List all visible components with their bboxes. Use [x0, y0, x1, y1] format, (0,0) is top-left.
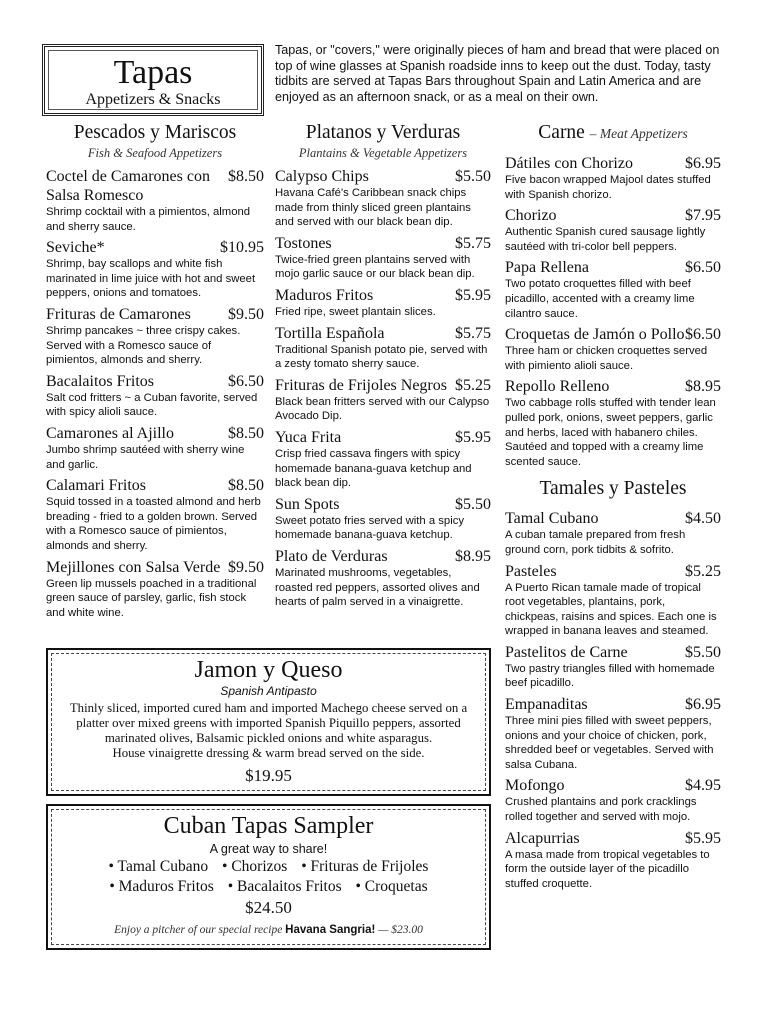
menu-title: Tapas [113, 54, 193, 91]
menu-item-header [505, 562, 721, 581]
menu-item-name: Alcapurrias [505, 829, 580, 847]
menu-item [275, 167, 491, 230]
menu-item-description: Crisp fried cassava fingers with spicy homemade banana-guava ketchup and black bean dip. [275, 447, 472, 490]
menu-item-name: Tortilla Española [275, 324, 385, 342]
section-heading [505, 121, 721, 146]
menu-item-description: Traditional Spanish potato pie, served with a zesty tomato sherry sauce. [275, 343, 488, 371]
jamon-description-2: House vinaigrette dressing & warm bread served on the side. [112, 746, 425, 760]
menu-item-price: $5.50 [685, 643, 721, 661]
menu-item-price: $5.25 [685, 562, 721, 580]
menu-item-price: $5.50 [455, 495, 491, 513]
menu-item [505, 154, 721, 202]
menu-item-price: $5.25 [455, 376, 491, 394]
menu-item-description: Green lip mussels poached in a traditional green sauce of parsley, garlic, fish stock and white wine. [46, 577, 257, 619]
column-meat [505, 121, 721, 895]
menu-item-price: $9.50 [228, 558, 264, 576]
menu-item [505, 562, 721, 639]
menu-item [275, 324, 491, 372]
menu-item-name: Plato de Verduras [275, 547, 388, 565]
menu-item-header [275, 495, 491, 514]
menu-item-name: Tostones [275, 234, 332, 252]
jamon-description: Thinly sliced, imported cured ham and imported Machego cheese served on a platter over mixed greens with imported Spanish Piquillo peppers, assorted marinated olives, Balsamic pickled onions and white asparagus. [69, 701, 468, 745]
menu-item-header [46, 558, 264, 577]
menu-item-price: $7.95 [685, 207, 721, 225]
sangria-note [48, 923, 489, 938]
menu-item-name: Camarones al Ajillo [46, 424, 174, 442]
menu-item [505, 258, 721, 321]
menu-item-header [46, 167, 264, 205]
menu-item-description: Shrimp pancakes ~ three crispy cakes. Served with a Romesco sauce of pimientos, almonds and sherry. [46, 324, 241, 367]
sampler-list-item: • Chorizos [222, 858, 288, 875]
menu-item-description: Jumbo shrimp sautéed with sherry wine and garlic. [46, 443, 245, 471]
menu-item [46, 558, 264, 621]
section-subheading: Plantains & Vegetable Appetizers [298, 146, 468, 160]
menu-item-name: Empanaditas [505, 696, 588, 714]
menu-item-description: Sweet potato fries served with a spicy homemade banana-guava ketchup. [275, 514, 464, 542]
menu-item-description: Shrimp, bay scallops and white fish marinated in lime juice with hot and sweet peppers, onions and tomatoes. [46, 258, 256, 300]
menu-item [505, 206, 721, 254]
menu-item-header [505, 325, 721, 344]
jamon-subtitle: Spanish Antipasto [220, 684, 317, 698]
menu-item-name: Bacalaitos Fritos [46, 372, 154, 390]
menu-item [46, 167, 264, 234]
menu-item-description: Two potato croquettes filled with beef picadillo, accented with a creamy lime cilantro sauce. [505, 278, 695, 320]
menu-item-description: Crushed plantains and pork cracklings rolled together and served with mojo. [505, 796, 697, 824]
menu-item-name: Mejillones con Salsa Verde [46, 558, 221, 576]
menu-item-price: $4.50 [685, 510, 721, 528]
menu-item-name: Frituras de Camarones [46, 305, 191, 323]
menu-item-price: $8.95 [455, 547, 491, 565]
menu-item [275, 286, 491, 320]
sampler-subtitle: A great way to share! [209, 842, 328, 856]
menu-item-description: Black bean fritters served with our Calypso Avocado Dip. [275, 395, 490, 423]
menu-item-description: Shrimp cocktail with a pimientos, almond and sherry sauce. [46, 206, 251, 233]
menu-item-header [505, 776, 721, 795]
sampler-title: Cuban Tapas Sampler [163, 813, 374, 839]
menu-item-description: A cuban tamale prepared from fresh ground corn, pork tidbits & sofrito. [505, 529, 686, 556]
menu-item-description: Fried ripe, sweet plantain slices. [275, 305, 436, 318]
menu-item-description: Three mini pies filled with sweet peppers, onions and your choice of chicken, pork, shredded beef or vegetables. Served with salsa Cubana. [505, 715, 714, 771]
menu-item-price: $8.50 [228, 168, 264, 185]
menu-item-name: Mofongo [505, 777, 565, 795]
menu-item-header [505, 154, 721, 173]
menu-item-price: $10.95 [220, 239, 264, 257]
menu-item-price: $8.95 [685, 378, 721, 396]
sampler-list-item: • Bacalaitos Fritos [227, 878, 342, 895]
menu-item-name: Pasteles [505, 562, 557, 580]
menu-item-header [505, 829, 721, 848]
menu-item-price: $8.50 [228, 424, 264, 442]
menu-title-box [42, 44, 264, 116]
column-vegetables [275, 121, 491, 614]
jamon-title: Jamon y Queso [194, 657, 343, 683]
menu-item-description: Three ham or chicken croquettes served with pimiento alioli sauce. [505, 345, 708, 372]
section-subheading: Fish & Seafood Appetizers [87, 146, 223, 160]
menu-item-description: Squid tossed in a toasted almond and herb breading - fried to a golden brown. Served with a Romesco sauce of pimientos, almonds and sherry. [46, 496, 261, 552]
menu-item-price: $9.50 [228, 305, 264, 323]
menu-item-name: Tamal Cubano [505, 510, 599, 528]
menu-item-header [505, 206, 721, 225]
menu-item [505, 829, 721, 892]
menu-item-description: Five bacon wrapped Majool dates stuffed with Spanish chorizo. [505, 174, 711, 201]
menu-item-header [46, 238, 264, 257]
menu-item-price: $6.50 [228, 372, 264, 390]
menu-item-price: $8.50 [228, 477, 264, 495]
menu-item-price: $5.50 [455, 168, 491, 185]
menu-item-name: Maduros Fritos [275, 286, 374, 304]
menu-item [275, 376, 491, 424]
menu-item-description: Two pastry triangles filled with homemade beef picadillo. [505, 662, 715, 690]
menu-item [505, 776, 721, 824]
menu-item-price: $6.95 [685, 696, 721, 714]
section-heading: Pescados y Mariscos [73, 122, 237, 143]
jamon-queso-box [46, 648, 491, 796]
menu-item [46, 476, 264, 553]
menu-item-price: $6.50 [685, 259, 721, 277]
menu-item-header [46, 372, 264, 391]
menu-item-name: Yuca Frita [275, 428, 342, 446]
sampler-list-item: • Croquetas [355, 878, 428, 895]
tapas-sampler-box [46, 804, 491, 950]
menu-item [275, 234, 491, 282]
menu-item-name: Croquetas de Jamón o Pollo [505, 326, 685, 344]
menu-item [505, 325, 721, 373]
menu-item-name: Seviche* [46, 239, 105, 257]
menu-item-description: Marinated mushrooms, vegetables, roasted red peppers, assorted olives and hearts of palm served in a vinaigrette. [275, 566, 480, 609]
menu-item-description: Two cabbage rolls stuffed with tender lean pulled pork, onions, sweet peppers, garlic and herbs, laced with habanero chiles. Sautéed and topped with a creamy lime scented sauce. [505, 397, 716, 468]
sampler-list-item: • Frituras de Frijoles [301, 858, 429, 875]
sampler-list-line-1 [48, 857, 489, 877]
menu-item-price: $4.95 [685, 777, 721, 795]
menu-item-name: Dátiles con Chorizo [505, 155, 633, 172]
menu-subtitle: Appetizers & Snacks [85, 91, 221, 108]
menu-item-description: Authentic Spanish cured sausage lightly sautéed with tri-color bell peppers. [505, 226, 706, 253]
menu-item-header [505, 377, 721, 396]
menu-item-description: Havana Café's Caribbean snack chips made from thinly sliced green plantains and served with our black bean dip. [275, 187, 471, 229]
menu-item-header [46, 305, 264, 324]
section-heading-tamales: Tamales y Pasteles [539, 478, 687, 500]
menu-item [505, 695, 721, 772]
menu-item-header [275, 234, 491, 253]
menu-item-name: Chorizo [505, 207, 557, 225]
jamon-price: $19.95 [245, 766, 292, 785]
menu-item [275, 547, 491, 610]
menu-item-header [46, 476, 264, 495]
section-heading-main: Carne [538, 122, 585, 143]
menu-item-header [275, 286, 491, 305]
section-heading: Platanos y Verduras [305, 122, 461, 143]
menu-item-price: $5.75 [455, 324, 491, 342]
sampler-list-line-2 [48, 877, 489, 897]
menu-item-header [505, 509, 721, 528]
menu-item-price: $6.95 [685, 155, 721, 172]
menu-item [46, 238, 264, 301]
menu-item [46, 305, 264, 368]
menu-item-price: $5.95 [685, 829, 721, 847]
intro-paragraph: Tapas, or "covers," were originally pieces of ham and bread that were placed on top of wine glasses at Spanish roadside inns to keep out the dust. Today, tasty tidbits are served at Tapas Bars throughout Spain and Latin America and are enjoyed as an afternoon snack, or as a meal on their own. [275, 43, 720, 104]
menu-item-header [505, 643, 721, 662]
menu-item-name: Papa Rellena [505, 259, 589, 277]
menu-item [46, 372, 264, 420]
menu-item [505, 509, 721, 557]
menu-item-header [275, 376, 491, 395]
menu-item [46, 424, 264, 472]
menu-item-header [275, 547, 491, 566]
menu-item-name: Pastelitos de Carne [505, 643, 628, 661]
menu-item-name: Sun Spots [275, 495, 340, 513]
sangria-note-price: — $23.00 [378, 924, 423, 936]
menu-item [505, 377, 721, 469]
menu-item-price: $5.95 [455, 428, 491, 446]
sangria-note-bold: Havana Sangria! [285, 924, 376, 936]
menu-item-header [275, 428, 491, 447]
menu-item-header [505, 258, 721, 277]
menu-item [275, 495, 491, 543]
menu-item-header [275, 324, 491, 343]
column-seafood [46, 121, 264, 624]
sangria-note-pre: Enjoy a pitcher of our special recipe [114, 924, 283, 936]
menu-item-name: Calamari Fritos [46, 477, 146, 495]
menu-item-header [46, 424, 264, 443]
menu-item [505, 643, 721, 691]
menu-item-price: $5.95 [455, 286, 491, 304]
menu-item-description: A Puerto Rican tamale made of tropical root vegetables, plantains, pork, chickpeas, raisins and spices. Each one is wrapped in banana leaves and steamed. [505, 581, 717, 638]
section-heading-suffix: – Meat Appetizers [589, 126, 688, 141]
sampler-list-item: • Maduros Fritos [109, 878, 214, 895]
menu-item-name: Coctel de Camarones con Salsa Romesco [46, 168, 210, 204]
menu-item-header [505, 695, 721, 714]
menu-item [275, 428, 491, 491]
menu-item-header [275, 167, 491, 186]
menu-item-name: Calypso Chips [275, 168, 369, 185]
menu-item-description: Twice-fried green plantains served with mojo garlic sauce or our black bean dip. [275, 253, 475, 281]
sampler-price: $24.50 [245, 898, 292, 917]
menu-item-description: A masa made from tropical vegetables to form the outside layer of the picadillo stuffed croquette. [505, 848, 710, 890]
sampler-list-item: • Tamal Cubano [108, 858, 209, 875]
menu-item-price: $6.50 [685, 326, 721, 344]
menu-item-name: Repollo Relleno [505, 378, 610, 396]
menu-item-name: Frituras de Frijoles Negros [275, 376, 447, 394]
menu-item-price: $5.75 [455, 234, 491, 252]
menu-item-description: Salt cod fritters ~ a Cuban favorite, served with spicy alioli sauce. [46, 391, 258, 419]
